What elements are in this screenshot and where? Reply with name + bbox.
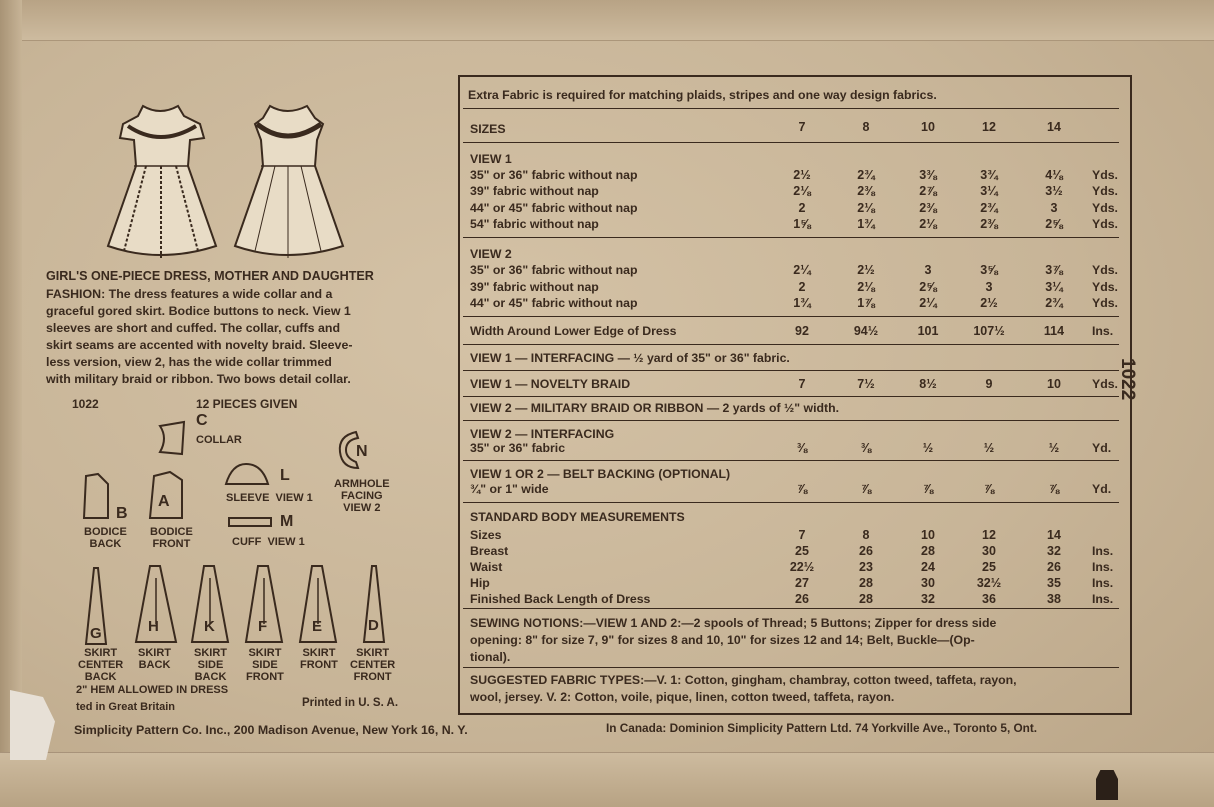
desc-line: with military braid or ribbon. Two bows detail collar. [46, 372, 351, 386]
chart-divider [463, 608, 1119, 609]
dress-description [46, 286, 410, 388]
envelope-flap-top [0, 0, 1214, 41]
row-value: 3 [985, 280, 993, 294]
row-value: 2⅛ [919, 217, 937, 231]
piece-h-letter: H [148, 618, 159, 635]
row-value: 27 [795, 576, 809, 590]
piece-e-label [300, 647, 338, 671]
row-value: 2⅜ [919, 201, 937, 215]
row-value: ½ [1048, 441, 1060, 455]
row-value: 2½ [857, 263, 875, 277]
chart-divider [463, 396, 1119, 397]
piece-b-label-line: BODICE [84, 526, 127, 538]
piece-m-icon [228, 516, 272, 528]
row-value: 9 [985, 377, 993, 391]
size-header: 14 [1047, 120, 1061, 134]
row-unit: Ins. [1092, 592, 1114, 606]
size-header: 8 [862, 120, 870, 134]
row-label: Breast [470, 544, 509, 558]
row-value: 26 [859, 544, 873, 558]
row-value: 28 [859, 576, 873, 590]
pieces-given: 12 PIECES GIVEN [196, 397, 298, 411]
piece-a-label [150, 526, 193, 550]
row-value: ⅜ [860, 441, 872, 455]
piece-b-letter: B [116, 505, 128, 522]
piece-c-icon [156, 420, 188, 456]
row-value: 26 [1047, 560, 1061, 574]
dress-view2-sketch [225, 96, 350, 261]
row-value: 101 [917, 324, 939, 338]
pattern-number: 1022 [72, 397, 99, 411]
row-value: 8½ [919, 377, 937, 391]
row-value: 12 [982, 528, 996, 542]
row-value: 30 [982, 544, 996, 558]
piece-f-label-line: SIDE [252, 659, 278, 671]
desc-line: FASHION: The dress features a wide collar and a [46, 287, 333, 301]
row-unit: Ins. [1092, 560, 1114, 574]
row-value: 3 [924, 263, 932, 277]
row-unit: Yds. [1092, 201, 1118, 215]
row-value: 7½ [857, 377, 875, 391]
row-value: 3¼ [1045, 280, 1063, 294]
row-value: 2¾ [1045, 296, 1063, 310]
desc-line: sleeves are short and cuffed. The collar, cuffs and [46, 321, 341, 335]
piece-h-label-line: SKIRT [138, 647, 171, 659]
side-pattern-number: 1022 [1117, 358, 1138, 401]
piece-m-label: CUFF VIEW 1 [232, 536, 305, 548]
row-label: Waist [470, 560, 503, 574]
row-value: 3¼ [980, 184, 998, 198]
envelope-edge-left [0, 0, 22, 807]
row-value: 2¼ [919, 296, 937, 310]
desc-line: graceful gored skirt. Bodice buttons to neck. View 1 [46, 304, 351, 318]
notions-line: opening: 8" for size 7, 9" for sizes 8 and 10, 10" for sizes 12 and 14; Belt, Buckle—(Op- [470, 633, 975, 647]
row-value: 92 [795, 324, 809, 338]
piece-k-label-line: SIDE [197, 659, 224, 671]
row-unit: Yds. [1092, 296, 1118, 310]
row-value: 2⅜ [857, 184, 875, 198]
row-label: 54" fabric without nap [470, 217, 599, 231]
row-value: 23 [859, 560, 873, 574]
row-value: 32 [1047, 544, 1061, 558]
row-label: 39" fabric without nap [470, 184, 599, 198]
row-label: Sizes [470, 528, 502, 542]
chart-divider [463, 460, 1119, 461]
body-measurements-title: STANDARD BODY MEASUREMENTS [470, 510, 685, 524]
piece-k-label-line: BACK [194, 671, 227, 683]
piece-n-letter: N [356, 443, 368, 460]
row-unit: Yd. [1092, 482, 1112, 496]
row-value: 26 [795, 592, 809, 606]
military-braid: VIEW 2 — MILITARY BRAID OR RIBBON — 2 yards of ½" width. [470, 401, 840, 415]
piece-h-label [138, 647, 171, 671]
interfacing-view1: VIEW 1 — INTERFACING — ½ yard of 35" or 36" fabric. [470, 351, 790, 365]
piece-g-label [78, 647, 123, 683]
row-value: 10 [921, 528, 935, 542]
row-value: 7 [798, 377, 806, 391]
piece-a-label-line: BODICE [150, 526, 193, 538]
piece-f-letter: F [258, 618, 268, 635]
row-label: Width Around Lower Edge of Dress [470, 324, 677, 338]
row-value: ⅞ [983, 482, 995, 496]
row-label: Finished Back Length of Dress [470, 592, 651, 606]
row-value: 14 [1047, 528, 1061, 542]
desc-line: skirt seams are accented with novelty braid. Sleeve- [46, 338, 353, 352]
piece-n-label [334, 478, 390, 514]
row-value: ⅞ [796, 482, 808, 496]
canada-address: In Canada: Dominion Simplicity Pattern Ltd. 74 Yorkville Ave., Toronto 5, Ont. [606, 721, 1038, 735]
row-unit: Yds. [1092, 217, 1118, 231]
row-value: 1¾ [857, 217, 875, 231]
row-value: 4⅛ [1045, 168, 1063, 182]
row-value: 2 [798, 201, 806, 215]
row-label: 44" or 45" fabric without nap [470, 201, 638, 215]
piece-n-label-line: ARMHOLE [334, 478, 390, 490]
row-value: 114 [1043, 324, 1065, 338]
row-label: ¾" or 1" wide [470, 482, 549, 496]
size-header: 7 [798, 120, 806, 134]
piece-e-letter: E [312, 618, 323, 635]
row-value: 32 [921, 592, 935, 606]
row-value: 2⅛ [857, 280, 875, 294]
piece-m-letter: M [280, 513, 294, 530]
row-label: 35" or 36" fabric without nap [470, 168, 638, 182]
row-value: 25 [982, 560, 996, 574]
fabric-line: SUGGESTED FABRIC TYPES:—V. 1: Cotton, gingham, chambray, cotton tweed, taffeta, rayon, [470, 673, 1017, 687]
row-value: 10 [1047, 377, 1061, 391]
piece-d-label-line: SKIRT [356, 647, 390, 659]
row-value: 3⅜ [919, 168, 937, 182]
piece-d-letter: D [368, 617, 379, 634]
row-value: 2½ [980, 296, 998, 310]
row-label: 35" or 36" fabric without nap [470, 263, 638, 277]
row-value: 22½ [789, 560, 815, 574]
row-value: 3⅞ [1045, 263, 1063, 277]
row-unit: Yds. [1092, 377, 1118, 391]
piece-e-label-line: FRONT [300, 659, 338, 671]
row-unit: Ins. [1092, 324, 1114, 338]
dress-view1-sketch [98, 96, 223, 261]
extra-fabric-note: Extra Fabric is required for matching plaids, stripes and one way design fabrics. [468, 88, 937, 102]
row-value: 2⅝ [1045, 217, 1063, 231]
row-value: 3⅝ [980, 263, 998, 277]
row-value: 94½ [853, 324, 879, 338]
row-value: 1⅝ [793, 217, 811, 231]
notions-line: tional). [470, 650, 511, 664]
hem-note: 2" HEM ALLOWED IN DRESS [76, 684, 229, 696]
row-value: 32½ [976, 576, 1002, 590]
piece-g-label-line: BACK [84, 671, 117, 683]
piece-l-letter: L [280, 467, 290, 484]
row-unit: Yds. [1092, 280, 1118, 294]
chart-divider [463, 108, 1119, 109]
row-value: 2¾ [857, 168, 875, 182]
row-value: 107½ [973, 324, 1005, 338]
row-value: 2⅝ [919, 280, 937, 294]
piece-d-label-line: CENTER [350, 659, 396, 671]
row-unit: Ins. [1092, 544, 1114, 558]
row-value: ⅜ [796, 441, 808, 455]
belt-backing-title: VIEW 1 OR 2 — BELT BACKING (OPTIONAL) [470, 467, 731, 481]
row-value: ⅞ [922, 482, 934, 496]
row-value: 2½ [793, 168, 811, 182]
piece-f-label [246, 647, 284, 683]
row-value: ⅞ [860, 482, 872, 496]
piece-n-label-line: VIEW 2 [343, 502, 381, 514]
chart-divider [463, 142, 1119, 143]
section-heading: VIEW 2 [470, 247, 512, 261]
piece-b-label [84, 526, 127, 550]
row-value: 28 [921, 544, 935, 558]
envelope-flap-bottom [0, 752, 1214, 807]
chart-divider [463, 667, 1119, 668]
piece-b-icon [82, 472, 112, 522]
piece-c-letter: C [196, 412, 208, 429]
row-unit: Ins. [1092, 576, 1114, 590]
chart-divider [463, 420, 1119, 421]
dress-title: GIRL'S ONE-PIECE DRESS, MOTHER AND DAUGHTER [46, 269, 374, 283]
row-value: 35 [1047, 576, 1061, 590]
piece-b-label-line: BACK [89, 538, 122, 550]
publisher-address: Simplicity Pattern Co. Inc., 200 Madison Avenue, New York 16, N. Y. [74, 723, 468, 737]
row-value: ½ [983, 441, 995, 455]
piece-f-label-line: SKIRT [248, 647, 282, 659]
row-value: 1¾ [793, 296, 811, 310]
row-unit: Yds. [1092, 263, 1118, 277]
row-value: 2¾ [980, 201, 998, 215]
row-value: ⅞ [1048, 482, 1060, 496]
row-label: Hip [470, 576, 490, 590]
row-value: 1⅞ [857, 296, 875, 310]
row-value: 28 [859, 592, 873, 606]
piece-k-letter: K [204, 618, 215, 635]
chart-divider [463, 370, 1119, 371]
row-value: 7 [798, 528, 806, 542]
piece-l-label: SLEEVE VIEW 1 [226, 492, 313, 504]
row-value: 38 [1047, 592, 1061, 606]
row-value: 3¾ [980, 168, 998, 182]
piece-f-label-line: FRONT [246, 671, 284, 683]
chart-divider [463, 344, 1119, 345]
piece-k-label-line: SKIRT [194, 647, 227, 659]
printed-great-britain: ted in Great Britain [76, 701, 176, 713]
notions-line: SEWING NOTIONS:—VIEW 1 AND 2:—2 spools of Thread; 5 Buttons; Zipper for dress side [470, 616, 997, 630]
row-value: 36 [982, 592, 996, 606]
piece-g-letter: G [90, 625, 102, 642]
piece-c-label: COLLAR [196, 434, 242, 446]
section-heading: VIEW 1 [470, 152, 512, 166]
row-value: 2⅜ [980, 217, 998, 231]
piece-d-label [350, 647, 395, 683]
piece-e-label-line: SKIRT [302, 647, 336, 659]
interfacing-view2-title: VIEW 2 — INTERFACING [470, 427, 615, 441]
row-value: 2⅛ [857, 201, 875, 215]
size-header: 10 [921, 120, 935, 134]
row-value: 25 [795, 544, 809, 558]
row-unit: Yd. [1092, 441, 1112, 455]
row-value: 2¼ [793, 263, 811, 277]
row-label: 44" or 45" fabric without nap [470, 296, 638, 310]
piece-a-letter: A [158, 493, 170, 510]
chart-divider [463, 237, 1119, 238]
row-value: ½ [922, 441, 934, 455]
chart-divider [463, 502, 1119, 503]
envelope-notch [1096, 770, 1118, 800]
row-value: 24 [921, 560, 935, 574]
chart-divider [463, 316, 1119, 317]
row-label: VIEW 1 — NOVELTY BRAID [470, 377, 631, 391]
piece-k-label [194, 647, 227, 683]
printed-usa: Printed in U. S. A. [302, 697, 399, 709]
piece-n-label-line: FACING [341, 490, 383, 502]
row-label: 35" or 36" fabric [470, 441, 566, 455]
size-header: 12 [982, 120, 996, 134]
piece-l-icon [224, 460, 270, 488]
torn-corner [10, 690, 70, 760]
row-value: 3 [1050, 201, 1058, 215]
row-value: 30 [921, 576, 935, 590]
row-value: 3½ [1045, 184, 1063, 198]
row-value: 2⅛ [793, 184, 811, 198]
row-value: 2⅞ [919, 184, 937, 198]
fabric-line: wool, jersey. V. 2: Cotton, voile, pique, linen, cotton tweed, taffeta, rayon. [470, 690, 895, 704]
piece-d-label-line: FRONT [353, 671, 392, 683]
piece-h-label-line: BACK [138, 659, 171, 671]
row-label: 39" fabric without nap [470, 280, 599, 294]
piece-g-label-line: CENTER [78, 659, 124, 671]
row-value: 2 [798, 280, 806, 294]
row-unit: Yds. [1092, 168, 1118, 182]
row-unit: Yds. [1092, 184, 1118, 198]
piece-a-label-line: FRONT [152, 538, 191, 550]
sizes-label: SIZES [470, 122, 506, 136]
row-value: 8 [862, 528, 870, 542]
desc-line: less version, view 2, has the wide collar trimmed [46, 355, 332, 369]
piece-g-label-line: SKIRT [84, 647, 118, 659]
